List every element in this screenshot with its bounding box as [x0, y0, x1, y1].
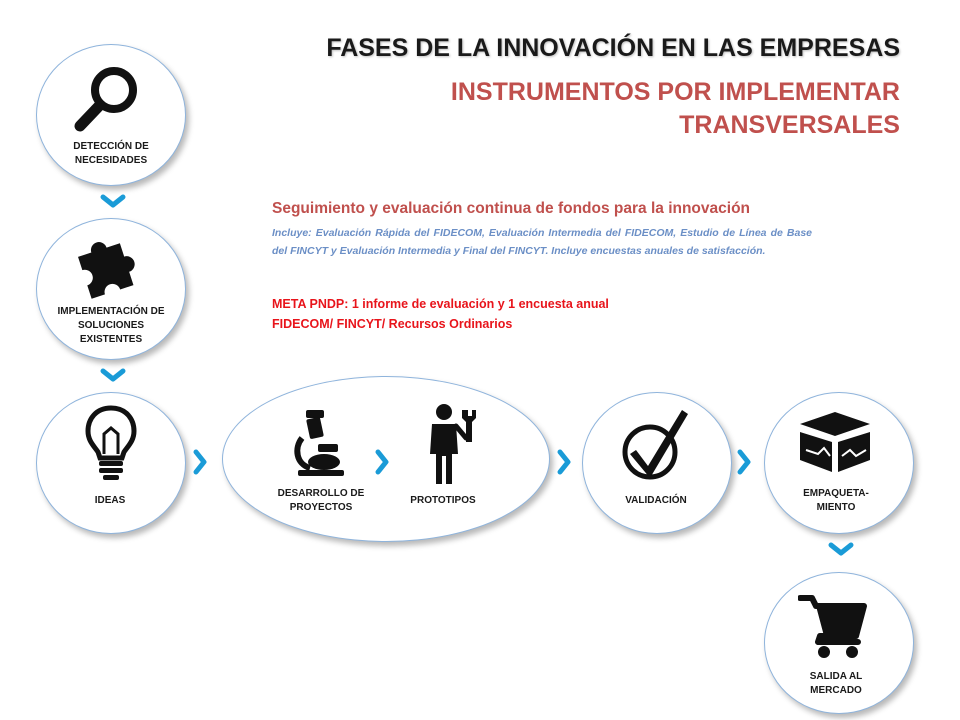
- chevron-right-icon: [192, 448, 208, 476]
- phase-prototipos-label: PROTOTIPOS: [410, 495, 476, 506]
- meta-target: META PNDP: 1 informe de evaluación y 1 encuesta anual: [272, 297, 609, 311]
- phase-salida-label: SALIDA AL MERCADO: [809, 671, 863, 696]
- microscope-icon: [292, 408, 350, 478]
- funding-sources: FIDECOM/ FINCYT/ Recursos Ordinarios: [272, 317, 513, 331]
- phase-empaquetamiento-label: EMPAQUETA-MIENTO: [803, 488, 869, 513]
- lightbulb-icon: [84, 404, 138, 482]
- chevron-right-icon: [736, 448, 752, 476]
- page-title: FASES DE LA INNOVACIÓN EN LAS EMPRESAS: [326, 34, 900, 62]
- chevron-down-icon: [100, 368, 126, 382]
- box-icon: [796, 410, 874, 474]
- chevron-right-icon: [556, 448, 572, 476]
- checkmark-circle-icon: [620, 404, 692, 482]
- phase-deteccion-label: DETECCIÓN DE NECESIDADES: [73, 141, 149, 166]
- chevron-right-icon: [374, 448, 390, 476]
- chevron-down-icon: [100, 194, 126, 208]
- phase-ideas-label: IDEAS: [94, 495, 126, 506]
- phase-desarrollo-label: DESARROLLO DE PROYECTOS: [277, 488, 365, 513]
- shopping-cart-icon: [798, 592, 870, 662]
- info-description: Incluye: Evaluación Rápida del FIDECOM, Evaluación Intermedia del FIDECOM, Estudio de Línea de Base del FINCYT y Evaluación Intermedia y Final del FINCYT. Incluye encuestas anuales de satisfacción.: [272, 227, 812, 257]
- info-heading: Seguimiento y evaluación continua de fondos para la innovación: [272, 200, 751, 217]
- puzzle-piece-icon: [70, 230, 146, 300]
- worker-wrench-icon: [420, 402, 480, 486]
- phase-validacion-label: VALIDACIÓN: [625, 495, 687, 506]
- phase-implementacion-label: IMPLEMENTACIÓN DE SOLUCIONES EXISTENTES: [57, 306, 165, 345]
- magnifier-icon: [70, 64, 142, 134]
- chevron-down-icon: [828, 542, 854, 556]
- page-subtitle: INSTRUMENTOS POR IMPLEMENTAR TRANSVERSALES: [450, 78, 900, 139]
